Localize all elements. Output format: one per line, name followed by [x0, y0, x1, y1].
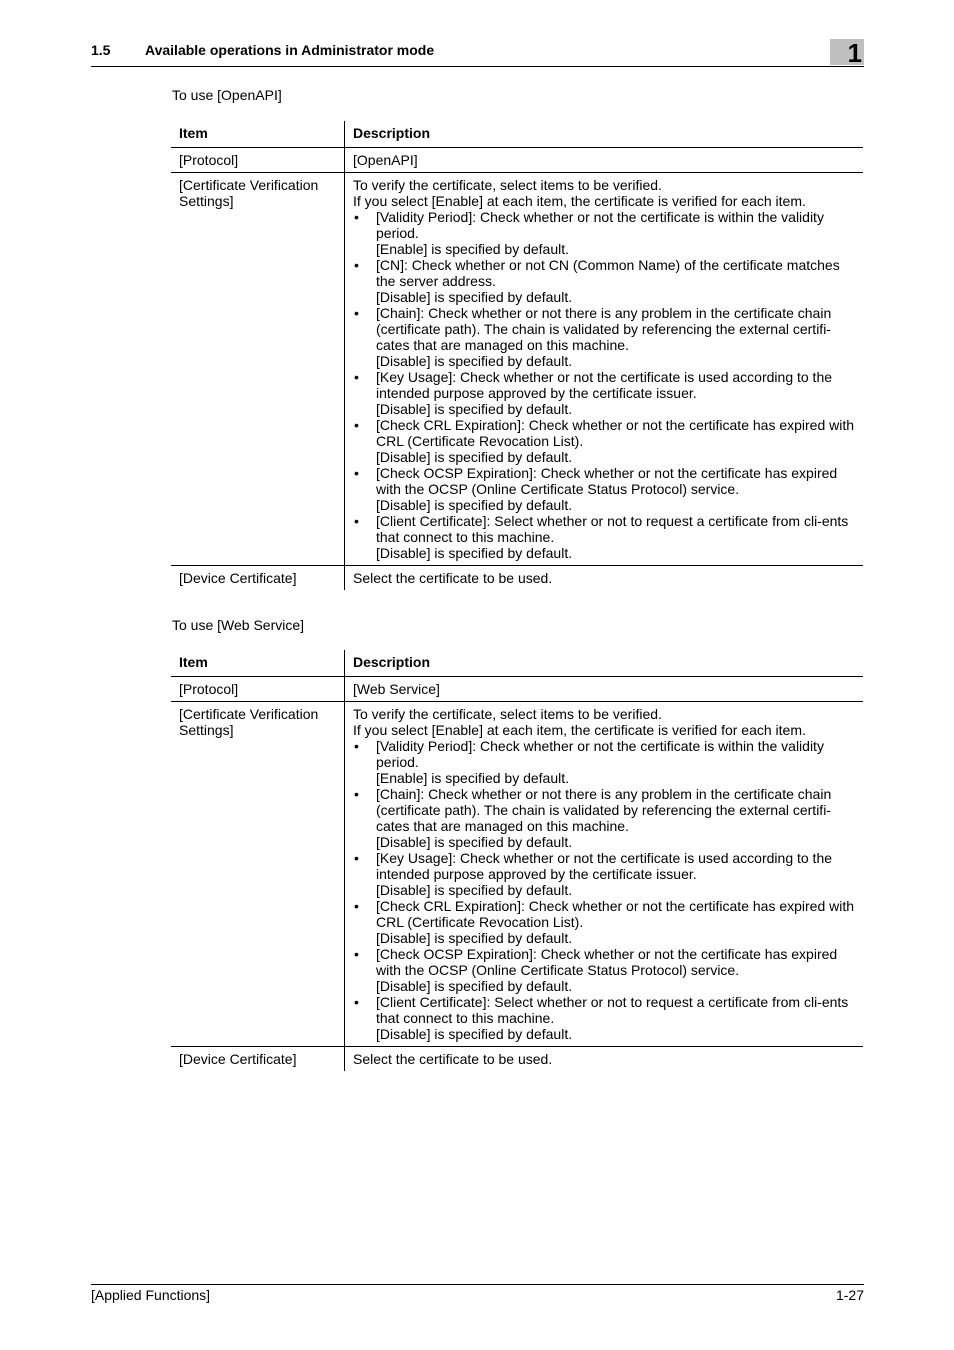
list-item: [376, 738, 855, 786]
option-text: [Check CRL Expiration]: Check whether or not the certificate has expired with CRL (Certificate Revocation List).: [376, 417, 855, 449]
option-text: [Validity Period]: Check whether or not the certificate is within the validity period.: [376, 209, 824, 241]
column-header-description: Description: [345, 650, 864, 677]
table-row-certificate-verification: [171, 702, 863, 1047]
list-item: [376, 257, 855, 305]
option-text: [Check OCSP Expiration]: Check whether or not the certificate has expired with the OCSP (Online Certificate Status Protocol) service.: [376, 465, 838, 497]
description-cell: [Web Service]: [345, 677, 864, 702]
option-default: [Disable] is specified by default.: [376, 834, 573, 850]
page-footer: [91, 1284, 864, 1303]
table-header-row: [171, 650, 863, 677]
option-default: [Disable] is specified by default.: [376, 497, 573, 513]
description-intro: If you select [Enable] at each item, the certificate is verified for each item.: [353, 193, 806, 209]
description-intro: If you select [Enable] at each item, the certificate is verified for each item.: [353, 722, 806, 738]
list-item: [376, 465, 855, 513]
item-cell: [Device Certificate]: [171, 1047, 345, 1072]
option-text: [Chain]: Check whether or not there is any problem in the certificate chain (certificate path). The chain is validated by referencing the external certifi-cates that are managed on this machine.: [376, 305, 832, 353]
table-row-protocol: [171, 148, 863, 173]
openapi-caption: To use [OpenAPI]: [172, 87, 282, 103]
item-cell: [Certificate Verification Settings]: [171, 173, 345, 566]
option-text: [Validity Period]: Check whether or not the certificate is within the validity period.: [376, 738, 824, 770]
option-default: [Disable] is specified by default.: [376, 978, 573, 994]
section-number: 1.5: [91, 42, 111, 58]
option-list: [353, 209, 855, 561]
option-text: [Client Certificate]: Select whether or not to request a certificate from cli-ents that connect to this machine.: [376, 513, 849, 545]
item-cell: [Protocol]: [171, 677, 345, 702]
description-cell: [345, 702, 864, 1047]
item-cell: [Protocol]: [171, 148, 345, 173]
option-default: [Enable] is specified by default.: [376, 770, 570, 786]
option-list: [353, 738, 855, 1042]
table-row-device-certificate: [171, 566, 863, 591]
openapi-table: [171, 121, 863, 590]
option-default: [Disable] is specified by default.: [376, 353, 573, 369]
table-row-certificate-verification: [171, 173, 863, 566]
list-item: [376, 994, 855, 1042]
list-item: [376, 946, 855, 994]
option-text: [CN]: Check whether or not CN (Common Name) of the certificate matches the server address.: [376, 257, 840, 289]
list-item: [376, 786, 855, 850]
list-item: [376, 513, 855, 561]
list-item: [376, 369, 855, 417]
table-row-protocol: [171, 677, 863, 702]
column-header-item: Item: [171, 650, 345, 677]
column-header-description: Description: [345, 121, 864, 148]
option-text: [Key Usage]: Check whether or not the certificate is used according to the intended purpose approved by the certificate issuer.: [376, 850, 833, 882]
list-item: [376, 305, 855, 369]
table-row-device-certificate: [171, 1047, 863, 1072]
description-cell: [OpenAPI]: [345, 148, 864, 173]
list-item: [376, 850, 855, 898]
option-default: [Disable] is specified by default.: [376, 1026, 573, 1042]
webservice-table: [171, 650, 863, 1071]
list-item: [376, 417, 855, 465]
item-cell: [Device Certificate]: [171, 566, 345, 591]
option-default: [Disable] is specified by default.: [376, 449, 573, 465]
option-default: [Disable] is specified by default.: [376, 289, 573, 305]
column-header-item: Item: [171, 121, 345, 148]
list-item: [376, 898, 855, 946]
option-default: [Enable] is specified by default.: [376, 241, 570, 257]
option-text: [Chain]: Check whether or not there is any problem in the certificate chain (certificate path). The chain is validated by referencing the external certifi-cates that are managed on this machine.: [376, 786, 832, 834]
option-default: [Disable] is specified by default.: [376, 401, 573, 417]
option-default: [Disable] is specified by default.: [376, 545, 573, 561]
option-default: [Disable] is specified by default.: [376, 930, 573, 946]
description-cell: [345, 173, 864, 566]
description-intro: To verify the certificate, select items to be verified.: [353, 177, 662, 193]
item-cell: [Certificate Verification Settings]: [171, 702, 345, 1047]
section-title: Available operations in Administrator mode: [145, 42, 435, 58]
chapter-badge: 1: [830, 39, 864, 65]
description-intro: To verify the certificate, select items to be verified.: [353, 706, 662, 722]
option-text: [Check CRL Expiration]: Check whether or not the certificate has expired with CRL (Certificate Revocation List).: [376, 898, 855, 930]
footer-title: [Applied Functions]: [91, 1287, 211, 1303]
option-text: [Key Usage]: Check whether or not the certificate is used according to the intended purpose approved by the certificate issuer.: [376, 369, 833, 401]
description-cell: Select the certificate to be used.: [353, 570, 553, 586]
table-header-row: [171, 121, 863, 148]
list-item: [376, 209, 855, 257]
option-default: [Disable] is specified by default.: [376, 882, 573, 898]
page-header: [91, 40, 864, 67]
page-number: 1-27: [835, 1287, 864, 1303]
option-text: [Client Certificate]: Select whether or not to request a certificate from cli-ents that connect to this machine.: [376, 994, 849, 1026]
option-text: [Check OCSP Expiration]: Check whether or not the certificate has expired with the OCSP (Online Certificate Status Protocol) service.: [376, 946, 838, 978]
description-cell: Select the certificate to be used.: [353, 1051, 553, 1067]
webservice-caption: To use [Web Service]: [172, 617, 305, 633]
